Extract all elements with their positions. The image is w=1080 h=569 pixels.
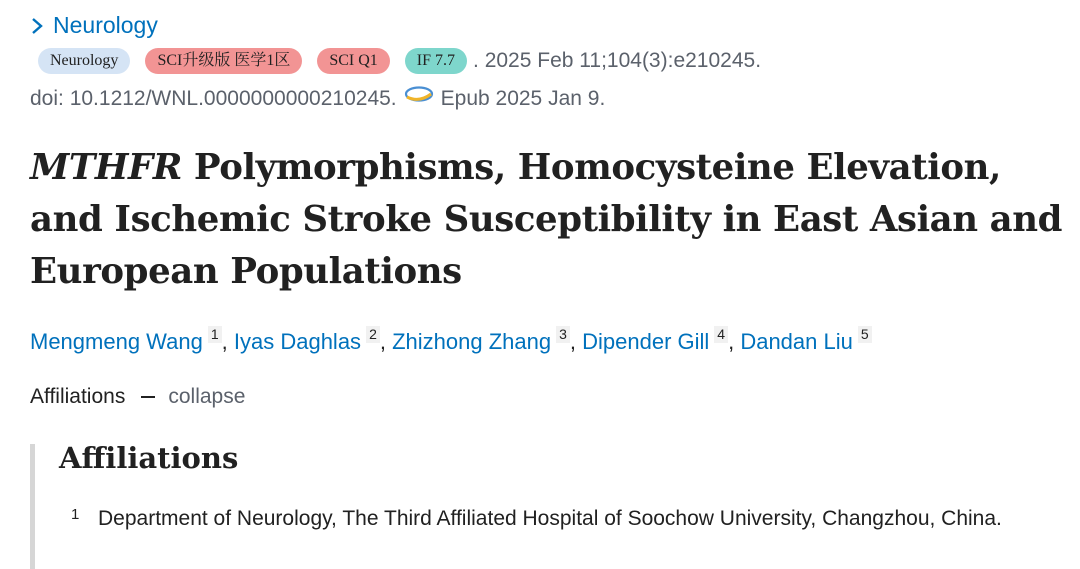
affiliation-ref[interactable]: 2 bbox=[366, 326, 380, 343]
journal-badge: Neurology bbox=[38, 48, 130, 74]
affiliation-ref[interactable]: 5 bbox=[858, 326, 872, 343]
article-title bbox=[30, 142, 1070, 298]
citation-meta bbox=[38, 48, 761, 74]
author-list: Mengmeng Wang 1 , Iyas Daghlas 2 , Zhizhong Zhang 3 , Dipender Gill 4 , Dandan Liu 5 bbox=[30, 329, 872, 355]
affiliation-ref[interactable]: 1 bbox=[208, 326, 222, 343]
collapse-button[interactable]: collapse bbox=[168, 385, 246, 408]
chevron-right-icon bbox=[30, 16, 45, 36]
affiliations-toggle[interactable] bbox=[30, 385, 245, 409]
doi-line bbox=[30, 87, 605, 111]
affiliation-item bbox=[71, 501, 1031, 536]
affiliation-number: 1 bbox=[71, 506, 80, 523]
affiliations-toggle-label: Affiliations bbox=[30, 385, 126, 408]
sci-upgrade-badge: SCI升级版 医学1区 bbox=[145, 48, 302, 74]
affiliations-panel bbox=[30, 441, 1035, 569]
doi-text: doi: 10.1212/WNL.0000000000210245. bbox=[30, 87, 397, 110]
epub-icon bbox=[403, 84, 435, 106]
author-link[interactable]: Dandan Liu bbox=[740, 329, 853, 354]
affiliation-ref[interactable]: 4 bbox=[714, 326, 728, 343]
author-link[interactable]: Zhizhong Zhang bbox=[392, 329, 552, 354]
author-link[interactable]: Iyas Daghlas bbox=[233, 329, 362, 354]
author-link[interactable]: Mengmeng Wang bbox=[30, 329, 203, 354]
affiliation-ref[interactable]: 3 bbox=[556, 326, 570, 343]
title-rest: Polymorphisms, Homocysteine Elevation, and Ischemic Stroke Susceptibility in East Asian and European Populations bbox=[30, 147, 1063, 292]
journal-link[interactable] bbox=[30, 12, 158, 39]
author-link[interactable]: Dipender Gill bbox=[582, 329, 710, 354]
journal-name: Neurology bbox=[53, 12, 158, 38]
collapse-dash-icon bbox=[141, 396, 155, 398]
sci-quartile-badge: SCI Q1 bbox=[317, 48, 389, 74]
title-gene: MTHFR bbox=[30, 147, 182, 188]
citation-text: . 2025 Feb 11;104(3):e210245. bbox=[473, 49, 762, 72]
affiliation-text: Department of Neurology, The Third Affiliated Hospital of Soochow University, Changzhou, China. bbox=[98, 507, 1002, 530]
affiliations-heading: Affiliations bbox=[59, 441, 239, 475]
impact-factor-badge: IF 7.7 bbox=[405, 48, 467, 74]
epub-text: Epub 2025 Jan 9. bbox=[440, 87, 606, 110]
